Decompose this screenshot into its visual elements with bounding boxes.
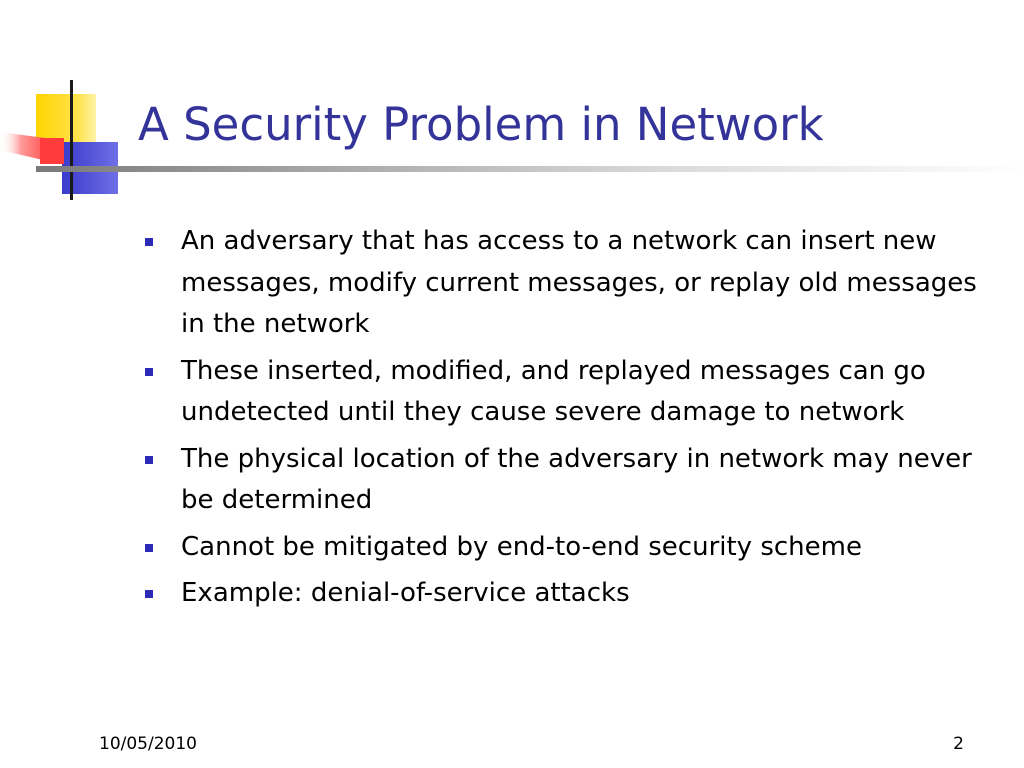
bullet-text: Cannot be mitigated by end-to-end security scheme [181, 531, 862, 562]
bullet-text: These inserted, modified, and replayed messages can go undetected until they cause severe damage to network [181, 355, 926, 427]
square-bullet-icon [145, 544, 153, 552]
bullet-item [145, 221, 1005, 346]
bullet-text: An adversary that has access to a network can insert new messages, modify current messages, or replay old messages in the network [181, 226, 977, 339]
bullet-item [145, 527, 1005, 569]
logo-red-block [40, 138, 64, 164]
bullet-item [145, 573, 1005, 615]
square-bullet-icon [145, 456, 153, 464]
slide-title: A Security Problem in Network [138, 98, 824, 151]
bullet-list [145, 221, 1005, 620]
bullet-item [145, 351, 1005, 434]
footer-date: 10/05/2010 [99, 734, 197, 754]
footer-page-number: 2 [953, 734, 964, 754]
bullet-text: The physical location of the adversary in network may never be determined [181, 443, 972, 515]
bullet-text: Example: denial-of-service attacks [181, 578, 630, 608]
square-bullet-icon [145, 368, 153, 376]
title-divider [36, 166, 1024, 172]
square-bullet-icon [145, 590, 153, 598]
decorative-logo-graphic [0, 0, 140, 220]
logo-vertical-line [70, 80, 73, 200]
square-bullet-icon [145, 238, 153, 246]
bullet-item [145, 439, 1005, 522]
